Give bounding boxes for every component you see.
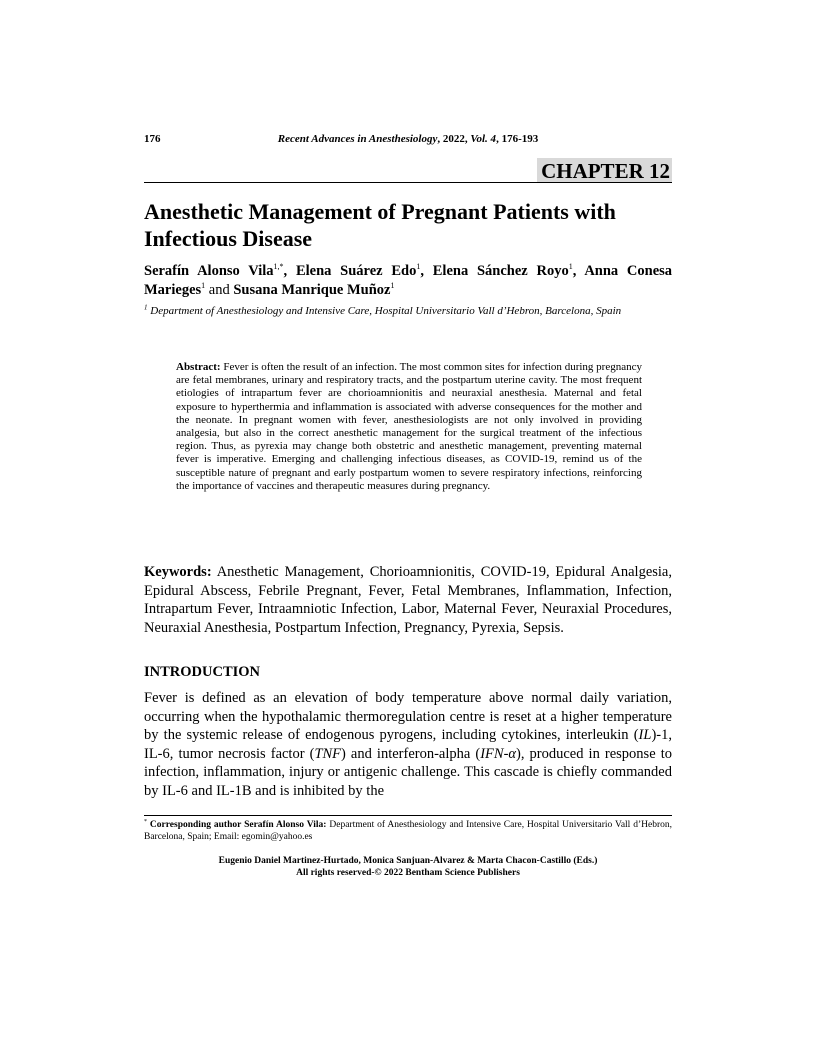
author-name: Serafín Alonso Vila [144, 263, 274, 279]
author-affiliation-mark: 1 [416, 262, 421, 272]
abstract-label: Abstract: [176, 361, 221, 373]
journal-citation [144, 133, 672, 145]
journal-pages: , 176-193 [496, 133, 539, 145]
abstract [176, 361, 642, 493]
author-separator: , [572, 263, 585, 279]
author-separator: , [420, 263, 433, 279]
author-affiliation-mark: 1 [568, 262, 573, 272]
affiliation-text: Department of Anesthesiology and Intensive Care, Hospital Universitario Vall d’Hebron, Barcelona, Spain [147, 305, 622, 317]
publisher-footer [144, 855, 672, 879]
author-name: Susana Manrique Muñoz [233, 282, 391, 298]
keywords [144, 563, 672, 637]
intro-term: IFN-α [480, 745, 517, 762]
rights-line: All rights reserved-© 2022 Bentham Science Publishers [296, 868, 520, 878]
chapter-divider [144, 182, 672, 183]
intro-text: Fever is defined as an elevation of body temperature above normal daily variation, occurring when the hypothalamic thermoregulation centre is reset at a higher temperature by the systemic release of endogenous pyrogens, including cytokines, interleukin ( [144, 690, 672, 743]
author-name: Anna Conesa Marieges [144, 263, 673, 298]
keywords-label: Keywords: [144, 564, 212, 580]
author-name: Elena Suárez Edo [295, 263, 417, 279]
footnote-mark: * [144, 818, 147, 825]
keywords-text: Anesthetic Management, Chorioamnionitis, COVID-19, Epidural Analgesia, Epidural Abscess, Febrile Pregnant, Fever, Fetal Membranes, Inflammation, Infection, Intrapartum Fever, Intraamniotic Infection, Labor, Maternal Fever, Neuraxial Procedures, Neuraxial Anesthesia, Postpartum Infection, Pregnancy, Pyrexia, Sepsis. [144, 564, 672, 636]
author-separator: and [205, 282, 234, 298]
affiliation [144, 304, 672, 318]
intro-text: )-1, IL-6, tumor necrosis factor ( [144, 727, 672, 762]
footnote-divider [144, 815, 672, 816]
intro-term: IL [638, 727, 652, 743]
journal-name: Recent Advances in Anesthesiology [277, 133, 438, 145]
chapter-label: CHAPTER 12 [537, 158, 672, 183]
affiliation-mark: 1 [144, 303, 148, 312]
author-affiliation-mark: 1 [201, 281, 206, 291]
author-separator: , [283, 263, 296, 279]
editors-line: Eugenio Daniel Martinez-Hurtado, Monica Sanjuan-Alvarez & Marta Chacon-Castillo (Eds.) [218, 856, 598, 866]
author-list [144, 262, 672, 300]
chapter-title: Anesthetic Management of Pregnant Patients with Infectious Disease [144, 199, 616, 251]
intro-text: ) and interferon-alpha ( [341, 745, 481, 762]
author-name: Elena Sánchez Royo [432, 263, 569, 279]
footnote-label: Corresponding author Serafín Alonso Vila: [147, 820, 327, 830]
author-affiliation-mark: 1,* [273, 262, 284, 272]
section-heading: INTRODUCTION [144, 664, 261, 680]
intro-term: TNF [314, 745, 342, 762]
intro-paragraph [144, 689, 672, 800]
page-number: 176 [144, 133, 161, 145]
author-affiliation-mark: 1 [390, 281, 395, 291]
footnote [144, 819, 672, 843]
journal-year: , 2022, [437, 133, 471, 145]
intro-text: ), produced in response to infection, inflammation, injury or antigenic challenge. This cascade is chiefly commanded by IL-6 and IL-1B and is inhibited by the [144, 745, 672, 799]
abstract-text: Fever is often the result of an infection. The most common sites for infection during pregnancy are fetal membranes, urinary and respiratory tracts, and the postpartum uterine cavity. The most frequent etiologies of intrapartum fever are chorioamnionitis and neuraxial anesthesia. Maternal and fetal exposure to hyperthermia and inflammation is associated with adverse consequences for the mother and the neonate. In pregnant women with fever, anesthesiologists are not only involved in providing analgesia, but also in the correct anesthetic management for the surgical treatment of the infectious region. Thus, as pyrexia may change both obstetric and anesthetic management, preventing maternal fever is imperative. Emerging and challenging infectious diseases, as COVID-19, remind us of the susceptible nature of pregnant and early postpartum women to severe respiratory infections, reinforcing the importance of vaccines and therapeutic measures during pregnancy. [176, 361, 642, 492]
footnote-text: Department of Anesthesiology and Intensive Care, Hospital Universitario Vall d’Hebron, Barcelona, Spain; Email: egomin@yahoo.es [144, 820, 673, 842]
journal-volume: Vol. 4 [470, 133, 497, 145]
